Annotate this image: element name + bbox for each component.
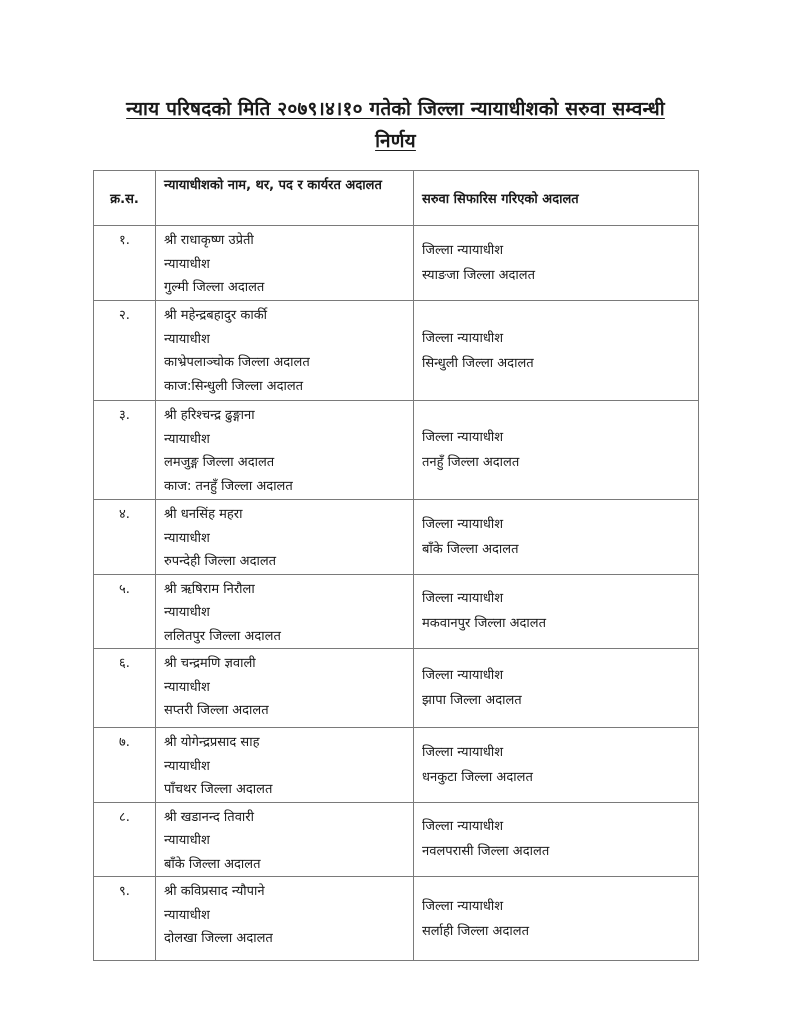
transfer-position: जिल्ला न्यायाधीश [422,591,504,607]
header-serial: क्र.स. [94,171,156,226]
table-row [94,226,699,301]
table-header-row [94,171,699,226]
current-court: गुल्मी जिल्ला अदालत [164,280,265,295]
document-title: न्याय परिषदको मिति २०७९।४।१० गतेको जिल्ला न्यायाधीशको सरुवा सम्वन्धी [126,98,665,120]
transfer-court: सिन्धुली जिल्ला अदालत [422,355,534,371]
transfer-court: मकवानपुर जिल्ला अदालत [422,616,547,632]
judge-name: श्री खडानन्द तिवारी [164,809,254,825]
serial-number: ५. [94,574,156,649]
transfer-position: जिल्ला न्यायाधीश [422,819,504,835]
transfer-court: स्याङजा जिल्ला अदालत [422,268,536,283]
current-court: लमजुङ्ग जिल्ला अदालत [164,455,275,470]
transfer-court-cell [414,802,699,877]
transfer-position: जिल्ला न्यायाधीश [422,430,504,445]
transfer-court: धनकुटा जिल्ला अदालत [422,769,533,785]
transfer-court: झापा जिल्ला अदालत [422,693,522,708]
judge-details-cell [156,802,414,877]
transfer-court-cell [414,649,699,728]
judge-position: न्यायाधीश [164,530,210,546]
transfer-court: तनहुँ जिल्ला अदालत [422,455,520,470]
table-row [94,877,699,961]
serial-number: ३. [94,401,156,500]
judge-name: श्री धनसिंह महरा [164,507,243,522]
judge-position: न्यायाधीश [164,907,210,923]
judge-details-cell [156,877,414,961]
table-row [94,401,699,500]
judge-name: श्री कविप्रसाद न्यौपाने [164,884,265,899]
header-judge: न्यायाधीशको नाम, थर, पद र कार्यरत अदालत [156,171,414,226]
serial-number: १. [94,226,156,301]
judge-name: श्री महेन्द्रबहादुर कार्की [164,308,268,323]
transfer-court-cell [414,574,699,649]
current-court: काज:सिन्धुली जिल्ला अदालत [164,378,304,394]
judge-name: श्री ऋषिराम निरौला [164,581,255,597]
document-title-continued: निर्णय [375,130,416,152]
serial-number: ४. [94,500,156,575]
judge-position: न्यायाधीश [164,605,210,620]
serial-number: ७. [94,728,156,803]
transfer-court-cell [414,500,699,575]
transfer-court-cell [414,301,699,401]
transfer-position: जिल्ला न्यायाधीश [422,898,504,914]
current-court: काभ्रेपलाञ्चोक जिल्ला अदालत [164,355,310,370]
current-court: सप्तरी जिल्ला अदालत [164,703,269,718]
judge-details-cell [156,401,414,500]
serial-number: ६. [94,649,156,728]
current-court: दोलखा जिल्ला अदालत [164,931,273,946]
judge-transfer-table [93,170,699,961]
judge-details-cell [156,301,414,401]
transfer-court: नवलपरासी जिल्ला अदालत [422,844,550,860]
current-court: रुपन्देही जिल्ला अदालत [164,554,277,569]
current-court: बाँके जिल्ला अदालत [164,856,261,872]
judge-name: श्री राधाकृष्ण उप्रेती [164,233,254,248]
transfer-court-cell [414,877,699,961]
header-transfer: सरुवा सिफारिस गरिएको अदालत [414,171,699,226]
transfer-position: जिल्ला न्यायाधीश [422,243,504,258]
judge-details-cell [156,728,414,803]
judge-position: न्यायाधीश [164,833,210,848]
table-row [94,649,699,728]
judge-position: न्यायाधीश [164,256,210,272]
judge-name: श्री हरिश्चन्द्र ढुङ्गाना [164,408,255,423]
current-court: पाँचथर जिल्ला अदालत [164,782,273,797]
judge-position: न्यायाधीश [164,431,210,447]
judge-position: न्यायाधीश [164,331,210,347]
table-row [94,500,699,575]
transfer-position: जिल्ला न्यायाधीश [422,744,504,760]
serial-number: २. [94,301,156,401]
table-row [94,728,699,803]
judge-position: न्यायाधीश [164,679,210,695]
judge-name: श्री योगेन्द्रप्रसाद साह [164,735,260,750]
judge-details-cell [156,574,414,649]
table-row [94,301,699,401]
transfer-court: बाँके जिल्ला अदालत [422,541,519,557]
judge-details-cell [156,500,414,575]
transfer-court-cell [414,728,699,803]
judge-name: श्री चन्द्रमणि ज्ञवाली [164,656,256,671]
transfer-court: सर्लाही जिल्ला अदालत [422,923,529,939]
table-row [94,574,699,649]
judge-details-cell [156,649,414,728]
transfer-court-cell [414,401,699,500]
table-row [94,802,699,877]
serial-number: ८. [94,802,156,877]
judge-details-cell [156,226,414,301]
current-court: ललितपुर जिल्ला अदालत [164,628,281,644]
current-court: काज: तनहुँ जिल्ला अदालत [164,478,293,494]
judge-position: न्यायाधीश [164,758,210,774]
transfer-position: जिल्ला न्यायाधीश [422,330,504,346]
transfer-position: जिल्ला न्यायाधीश [422,668,504,683]
transfer-position: जिल्ला न्यायाधीश [422,516,504,532]
transfer-court-cell [414,226,699,301]
serial-number: ९. [94,877,156,961]
